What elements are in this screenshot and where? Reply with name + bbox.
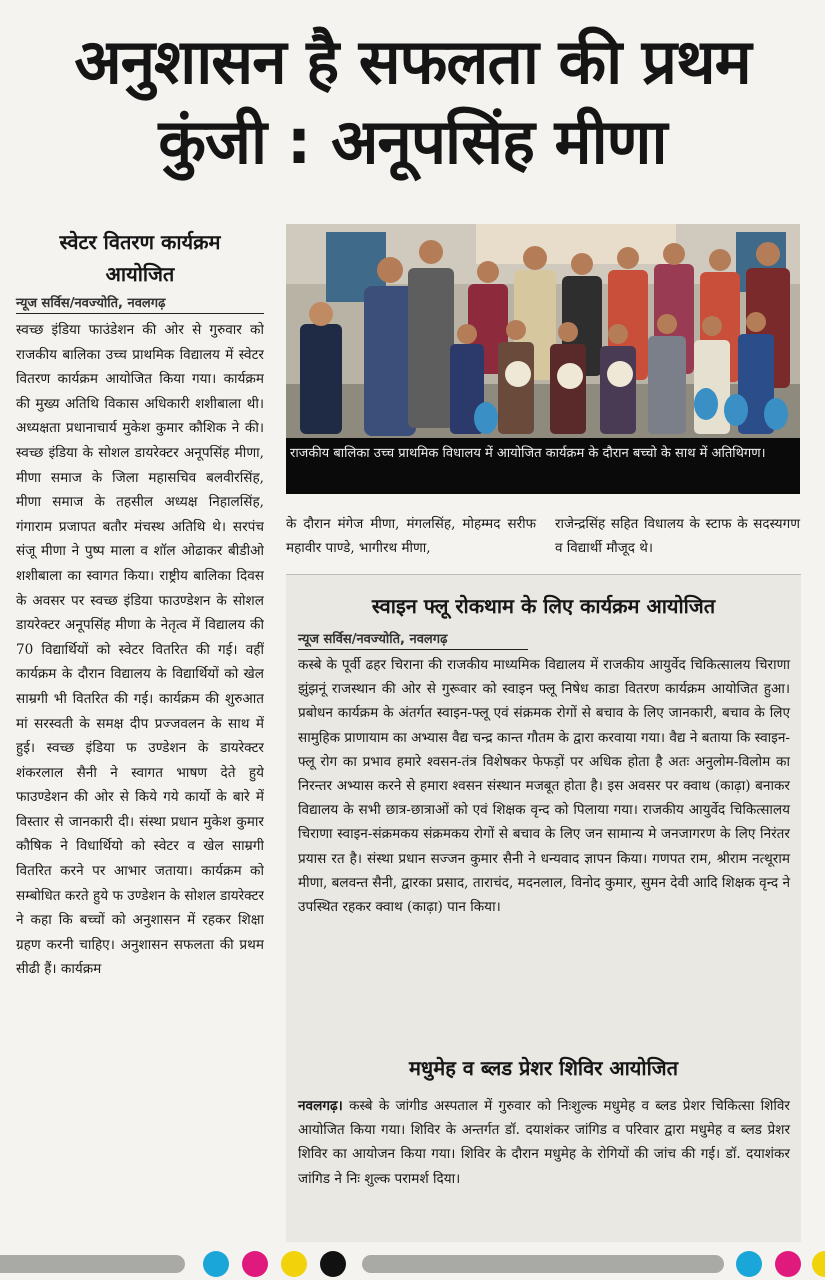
gray-strip-left xyxy=(0,1255,185,1273)
sweater-article xyxy=(16,226,264,1226)
event-photo xyxy=(286,224,800,494)
yellow-dot xyxy=(281,1251,307,1277)
cyan-dot-right xyxy=(736,1251,762,1277)
headline xyxy=(0,22,825,182)
sweater-continuation-a: के दौरान मंगेज मीणा, मंगलसिंह, मोहम्मद सरीफ महावीर पाण्डे, भागीरथ मीणा, xyxy=(286,516,536,556)
sweater-article-byline: न्यूज सर्विस/नवज्योति, नवलगढ़ xyxy=(16,293,264,314)
gray-strip-middle xyxy=(362,1255,724,1273)
photo-caption: राजकीय बालिका उच्च प्राथमिक विधालय में आयोजित कार्यक्रम के दौरान बच्चो के साथ में अतिथिगण। xyxy=(286,438,800,494)
diabetes-article-body xyxy=(298,1094,790,1191)
sweater-article-body: स्वच्छ इंडिया फाउंडेशन की ओर से गुरुवार को राजकीय बालिका उच्च प्राथमिक विद्यालय में स्वेटर वितरण कार्यक्रम आयोजित किया गया। कार्यक्रम की मुख्य अतिथि विकास अधिकारी शशीबाला थी। अध्यक्षता प्रधानाचार्य मुकेश कुमार कौशिक ने की। स्वच्छ इंडिया के सोशल डायरेक्टर अनूपसिंह मीणा, मीणा समाज के जिला महासचिव बलवीरसिंह, मीणा समाज के तहसील अध्यक्ष निहालसिंह, गंगाराम प्रजापत बतौर मंचस्थ अतिथि थे। सरपंच संजू मीणा ने पुष्प माला व शॉल ओढाकर बीडीओ शशीबाला का स्वागत किया। राष्ट्रीय बालिका दिवस के अवसर पर स्वच्छ इंडिया फाउण्डेशन के सोशल डायरेक्टर अनूपसिंह मीणा के नेतृत्व में विद्यालय की 70 विद्यार्थियों को स्वेटर वितरित की गई। वहीं कार्यक्रम के दौरान विद्यालय के विद्यार्थियों को खेल साम्रगी भी वितरित की गई। कार्यक्रम की शुरुआत मां सरस्वती के समक्ष दीप प्रज्जवलन के साथ में हुई। स्वच्छ इंडिया फ उण्डेशन के डायरेक्टर शंकरलाल सैनी ने स्वागत भाषण देते हुये फाउण्डेशन की ओर से किये गये कार्यो के बारे में विस्तार से जानकारी दी। संस्था प्रधान मुकेश कुमार कौषिक ने विधार्थियो को स्वेटर व खेल साम्रगी वितरित करने पर आभार जताया। कार्यक्रम को सम्बोधित करते हुये फ उण्डेशन के सोशल डायरेक्टर ने कहा कि बच्चों को अनुशासन में रहकर शिक्षा ग्रहण करनी चाहिए। अनुशासन सफलता की प्रथम सीढी हैं। कार्यक्रम xyxy=(16,322,264,978)
headline-line-1: अनुशासन है सफलता की प्रथम xyxy=(74,25,751,98)
magenta-dot xyxy=(242,1251,268,1277)
sweater-continuation-b: राजेन्द्रसिंह सहित विधालय के स्टाफ के सदस्यगण व विद्यार्थी मौजूद थे। xyxy=(555,516,800,556)
sweater-title-line-1: स्वेटर वितरण कार्यक्रम xyxy=(59,230,221,254)
diabetes-dateline: नवलगढ़। xyxy=(298,1098,343,1114)
diabetes-body-text: कस्बे के जांगीड अस्पताल में गुरुवार को निःशुल्क मधुमेह व ब्लड प्रेशर चिकित्सा शिविर आयोजित किया गया। शिविर के अन्तर्गत डॉ. दयाशंकर जांगिड व परिवार द्वारा मधुमेह व ब्लड प्रेशर शिविर का आयोजन किया गया। शिविर के दौरान मधुमेह के रोगियों की जांच की गई। डॉ. दयाशंकर जांगिड ने निः शुल्क परामर्श दिया। xyxy=(298,1098,790,1187)
headline-line-2: कुंजी : अनूपसिंह मीणा xyxy=(158,105,667,178)
diabetes-article-title: मधुमेह व ब्लड प्रेशर शिविर आयोजित xyxy=(408,1056,679,1080)
yellow-dot-right xyxy=(812,1251,825,1277)
swine-flu-body: कस्बे के पूर्वी ढहर चिराना की राजकीय माध्यमिक विद्यालय में राजकीय आयुर्वेद चिकित्सालय चिराणा झुंझनूं राजस्थान की ओर से गुरूवार को स्वाइन फ्लू निषेध काडा वितरण कार्यक्रम आयोजित हुआ। प्रबोधन कार्यक्रम के अंतर्गत स्वाइन-फ्लू एवं संक्रमक रोगों से बचाव के लिए जानकारी, बचाव के लिए सामुहिक प्राणायाम का अभ्यास वैद्य चन्द्र कान्त गौतम के द्वारा करवाया गया। वैद्य ने बताया कि स्वाइन-फ्लू रोग का प्रभाव हमारे श्वसन-तंत्र विशेषकर फेफड़ों पर अधिक होता है अतः अनुलोम-विलोम का निरन्तर अभ्यास करने से हमारा श्वसन संस्थान मजबूत होता है। इस अवसर पर क्वाथ (काढ़ा) बनाकर विद्यालय के सभी छात्र-छात्राओं को एवं शिक्षक वृन्द को पिलाया गया। राजकीय आयुर्वेद चिकित्सालय चिराणा स्वाइन-संक्रमकय संक्रमकय रोगों से बचाव के लिए जन सामान्य मे जनजागरण के लिए निरंतर प्रयास रत है। संस्था प्रधान सज्जन कुमार सैनी ने धन्यवाद ज्ञापन किया। गणपत राम, श्रीराम नत्थूराम मीणा, बलवन्त सैनी, द्वारका प्रसाद, ताराचंद, मदनलाल, विनोद कुमार, सुमन देवी आदि शिक्षक वृन्द ने उपस्थित रहकर क्वाथ (काढ़ा) पान किया। xyxy=(298,657,791,916)
sweater-article-title xyxy=(16,226,264,290)
swine-flu-title: स्वाइन फ्लू रोकथाम के लिए कार्यक्रम आयोजित xyxy=(371,594,716,618)
black-dot xyxy=(320,1251,346,1277)
magenta-dot-right xyxy=(775,1251,801,1277)
sweater-title-line-2: आयोजित xyxy=(105,262,175,286)
swine-flu-byline: न्यूज सर्विस/नवज्योति, नवलगढ़ xyxy=(298,629,528,650)
cyan-dot xyxy=(203,1251,229,1277)
print-color-bar xyxy=(0,1248,825,1280)
